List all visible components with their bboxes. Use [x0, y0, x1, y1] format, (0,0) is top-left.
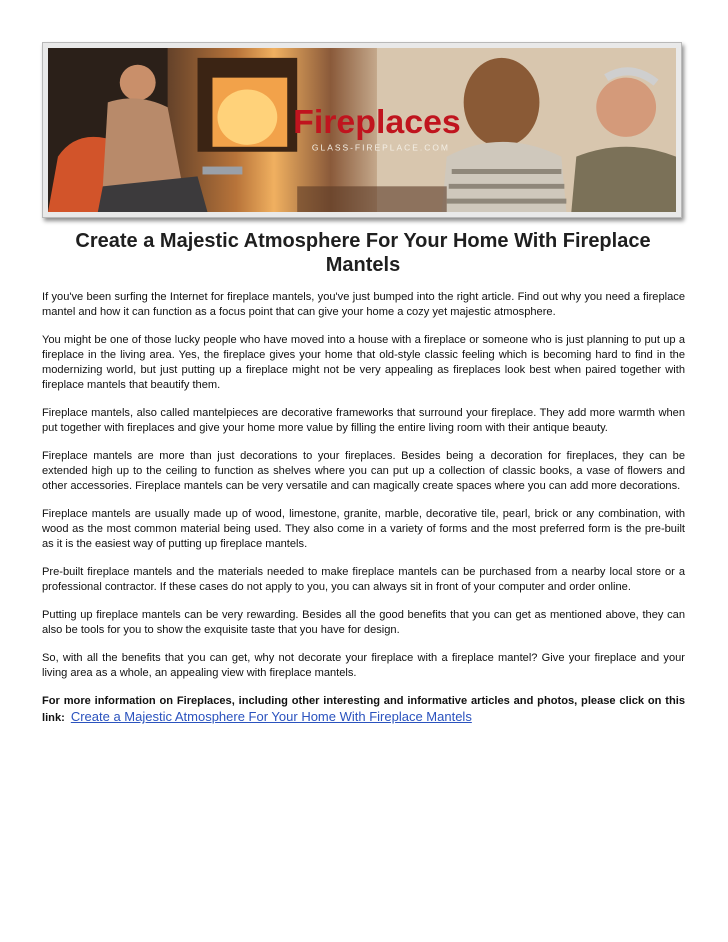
logo-subtext: GLASS-FIREPLACE.COM — [311, 142, 450, 153]
paragraph-4: Fireplace mantels are more than just decorations to your fireplaces. Besides being a decoration for fireplaces, they can be extended high up to the ceiling to function as shelves where you can put up a collection of classic books, a vase of flowers and other accessories. Fireplace mantels can be very versatile and can magically create spaces where you can add more decorations. — [42, 450, 685, 492]
article-link[interactable]: Create a Majestic Atmosphere For Your Home With Fireplace Mantels — [70, 709, 472, 724]
footer-text: For more information on Fireplaces, including other interesting and informative articles and photos, please click on this link: — [42, 695, 685, 724]
header-photo — [48, 48, 676, 212]
fireplace-scene-illustration — [48, 48, 676, 212]
paragraph-7: Putting up fireplace mantels can be very rewarding. Besides all the good benefits that you can get as mentioned above, they can also be tools for you to show the exquisite taste that you have for design. — [42, 609, 685, 636]
paragraph-1: If you've been surfing the Internet for fireplace mantels, you've just bumped into the right article. Find out why you need a fireplace mantel and how it can function as a focus point that can give your home a cozy yet majestic atmosphere. — [42, 291, 685, 318]
article-body — [42, 290, 685, 739]
fireplaces-logo: Fireplaces — [293, 103, 461, 141]
paragraph-5: Fireplace mantels are usually made up of wood, limestone, granite, marble, decorative tile, pearl, brick or any combination, with wood as the most common material being used. They also come in a variety of forms and the most preferred form is the pre-built as it is the easiest way of putting up fireplace mantels. — [42, 508, 685, 550]
paragraph-3: Fireplace mantels, also called mantelpieces are decorative frameworks that surround your fireplace. They add more warmth when put together with fireplaces and give your home more value by filling the entire living room with their antique beauty. — [42, 407, 685, 434]
header-image-frame — [42, 42, 682, 218]
footer-paragraph — [42, 694, 685, 726]
paragraph-2: You might be one of those lucky people who have moved into a house with a fireplace or someone who is just planning to put up a fireplace in the living area. Yes, the fireplace gives your home that old-style classic feeling which is becoming hard to find in the modernizing world, but just putting up a fireplace might not be very appealing as fireplaces look best when paired together with fireplace mantels that beautify them. — [42, 334, 685, 391]
page-title: Create a Majestic Atmosphere For Your Home With Fireplace Mantels — [75, 230, 651, 276]
paragraph-8: So, with all the benefits that you can get, why not decorate your fireplace with a fireplace mantel? Give your fireplace and your living area as a whole, an appealing view with fireplace mantels. — [42, 652, 685, 679]
paragraph-6: Pre-built fireplace mantels and the materials needed to make fireplace mantels can be purchased from a nearby local store or a professional contractor. If these cases do not apply to you, you can always sit in front of your computer and order online. — [42, 566, 685, 593]
